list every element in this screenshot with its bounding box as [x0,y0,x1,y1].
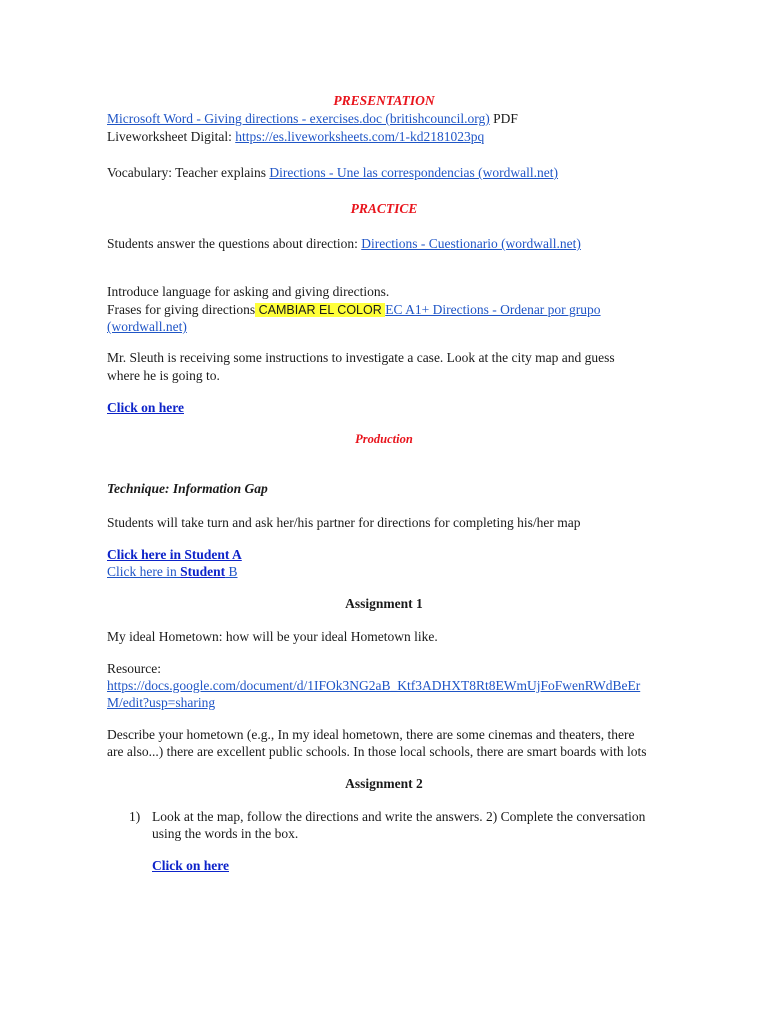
presentation-line-1 [107,110,518,127]
assignment-2-item-2: using the words in the box. [152,826,299,841]
student-b-link-pre[interactable]: Click here in [107,564,181,579]
pdf-label: PDF [489,111,518,126]
highlight-note: CAMBIAR EL COLOR [255,303,386,317]
sleuth-text-1: Mr. Sleuth is receiving some instructions to investigate a case. Look at the city map and guess [107,350,615,365]
wordwall-correspondencias-link[interactable]: Directions - Une las correspondencias (wordwall.net) [269,165,559,180]
google-doc-link[interactable]: https://docs.google.com/document/d/1IFOk3NG2aB_Ktf3ADHXT8Rt8EWmUjFoFwenRWdBeEr [107,678,641,693]
describe-text-1: Describe your hometown (e.g., In my ideal hometown, there are some cinemas and theaters, there [107,727,635,742]
resource-url-line-2 [107,694,215,711]
wordwall-ordenar-link[interactable]: EC A1+ Directions - Ordenar por grupo [385,302,601,317]
liveworksheet-link[interactable]: https://es.liveworksheets.com/1-kd2181023pq [235,129,485,144]
sleuth-text-2: where he is going to. [107,368,220,383]
practice-click-link[interactable]: Click on here [107,400,184,415]
practice-questions-line [107,235,581,252]
google-doc-link-cont[interactable]: M/edit?usp=sharing [107,695,216,710]
assignment-2-heading: Assignment 2 [345,776,423,791]
list-number: 1) [129,809,141,824]
student-b-link-post[interactable]: B [225,564,238,579]
practice-heading: PRACTICE [350,201,418,216]
presentation-heading: PRESENTATION [333,93,435,108]
assignment-1-heading: Assignment 1 [345,596,423,611]
frases-label: Frases for giving directions [107,302,256,317]
student-b-line[interactable] [107,563,238,580]
student-b-link-bold[interactable]: Student [180,564,226,579]
wordwall-cuestionario-link[interactable]: Directions - Cuestionario (wordwall.net) [361,236,581,251]
frases-line [107,301,601,319]
frases-line-2 [107,318,187,335]
vocabulary-line [107,164,558,181]
assignment-2-item-1: Look at the map, follow the directions and write the answers. 2) Complete the conversation [152,809,646,824]
technique-text: Technique: Information Gap [107,481,268,496]
hometown-prompt: My ideal Hometown: how will be your ideal Hometown like. [107,629,438,644]
production-heading: Production [355,432,413,446]
describe-text-2: are also...) there are excellent public schools. In those local schools, there are smart boards with lots [107,744,647,759]
wordwall-ordenar-link-cont[interactable]: (wordwall.net) [107,319,187,334]
student-a-link[interactable]: Click here in Student A [107,547,242,562]
britishcouncil-link[interactable]: Microsoft Word - Giving directions - exercises.doc (britishcouncil.org) [107,111,490,126]
practice-questions-label: Students answer the questions about direction: [107,236,362,251]
assignment-2-click-link[interactable]: Click on here [152,858,229,873]
vocabulary-label: Vocabulary: Teacher explains [107,165,270,180]
intro-text: Introduce language for asking and giving directions. [107,284,390,299]
resource-url-line-1 [107,677,640,694]
resource-label: Resource: [107,661,161,676]
students-turn-text: Students will take turn and ask her/his partner for directions for completing his/her map [107,515,581,530]
liveworksheet-label: Liveworksheet Digital: [107,129,236,144]
presentation-line-2 [107,128,484,145]
